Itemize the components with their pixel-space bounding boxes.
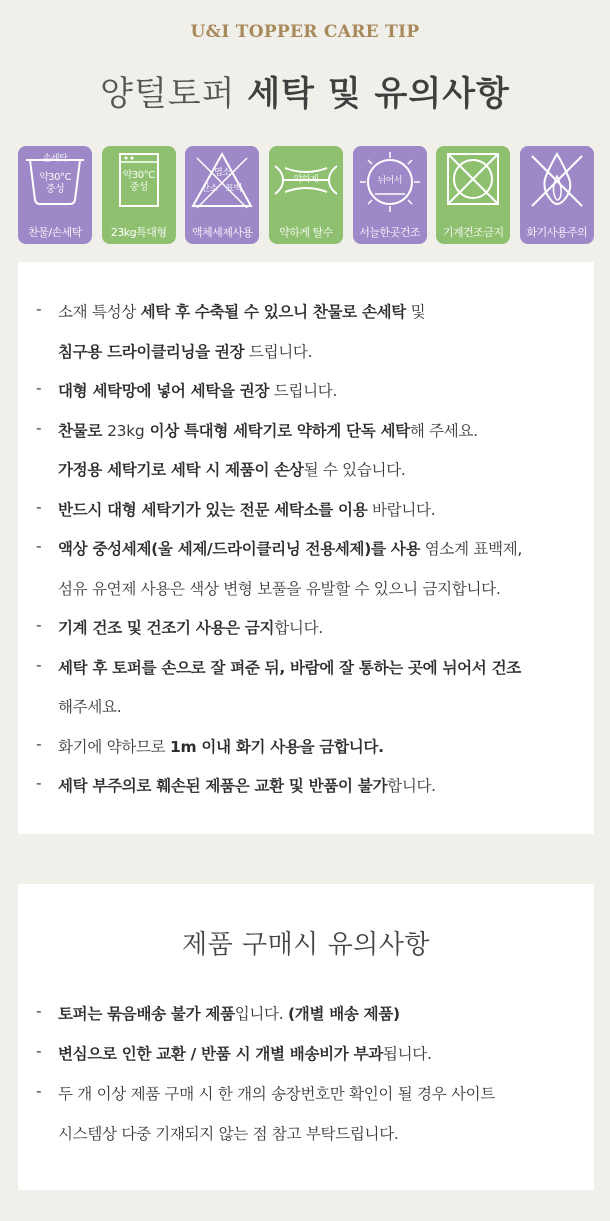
list-item-line <box>58 1082 495 1104</box>
hand-wash-icon <box>18 146 92 244</box>
hand-wash-text-2: 약30°C <box>39 172 71 183</box>
bullet-dash: - <box>36 300 42 318</box>
care-tip-eyebrow: U&I TOPPER CARE TIP <box>190 22 420 42</box>
no-tumble-dry-icon <box>436 146 510 244</box>
care-instructions-card <box>18 262 594 834</box>
bleach-label: 액체세제사용 <box>191 226 253 239</box>
list-item-line <box>58 340 312 362</box>
emphasis-text: 반드시 대형 세탁기가 있는 전문 세탁소를 이용 <box>58 500 368 519</box>
machine-wash-text-1: 약30°C <box>122 170 155 181</box>
no-tumble-dry-label: 기계건조금지 <box>442 226 504 239</box>
wring-label: 약하게 탈수 <box>279 226 333 239</box>
body-text: 드립니다. <box>269 382 338 400</box>
emphasis-text: 변심으로 인한 교환 / 반품 시 개별 배송비가 부과 <box>58 1045 383 1063</box>
list-item-line <box>58 735 384 757</box>
bullet-dash: - <box>36 616 42 634</box>
list-item-line <box>58 458 406 480</box>
list-item-line <box>58 1042 432 1064</box>
body-text: 합니다. <box>387 777 436 795</box>
bullet-dash: - <box>36 418 42 437</box>
bullet-dash: - <box>36 655 42 674</box>
list-item-line <box>58 577 500 599</box>
emphasis-text: 1m 이내 화기 사용을 금합니다. <box>169 737 384 756</box>
hand-wash-text-3: 중성 <box>45 184 65 195</box>
body-text: 해주세요. <box>58 698 122 716</box>
bullet-dash: - <box>36 537 42 555</box>
list-item-line <box>58 498 435 520</box>
machine-wash-label: 23kg특대형 <box>110 226 167 239</box>
body-text: 입니다. <box>234 1005 288 1023</box>
bullet-dash: - <box>36 1082 42 1100</box>
body-text: 합니다. <box>274 619 323 637</box>
list-item-line <box>58 1122 399 1144</box>
bullet-dash: - <box>36 774 42 792</box>
emphasis-text: 침구용 드라이클리닝을 권장 <box>58 342 245 361</box>
body-text: 해 주세요. <box>409 421 478 440</box>
emphasis-text: 가정용 세탁기로 세탁 시 제품이 손상 <box>58 461 304 479</box>
list-item-line <box>58 616 323 638</box>
body-text: 섬유 유연제 사용은 색상 변형 보풀을 유발할 수 있으니 금지합니다. <box>58 579 501 598</box>
page-title-product: 양털토퍼 <box>100 74 236 114</box>
body-text: 바랍니다. <box>367 500 436 519</box>
emphasis-text: 토퍼는 묶음배송 불가 제품 <box>58 1005 235 1023</box>
purchase-notice-title: 제품 구매시 유의사항 <box>181 930 431 960</box>
body-text: 시스템상 다중 기재되지 않는 점 참고 부탁드립니다. <box>58 1125 399 1143</box>
page-title <box>0 66 610 115</box>
emphasis-text: 세탁 후 토퍼를 손으로 잘 펴준 뒤, 바람에 잘 통하는 곳에 뉘어서 건조 <box>58 658 521 677</box>
dry-flat-label: 서늘한곳건조 <box>359 226 420 239</box>
emphasis-text: 세탁 후 수축될 수 있으니 찬물로 손세탁 <box>140 303 406 321</box>
emphasis-text: 세탁 부주의로 훼손된 제품은 교환 및 반품이 불가 <box>58 777 388 795</box>
list-item-line <box>58 656 521 678</box>
hand-wash-text-1: 손세탁 <box>42 154 68 164</box>
bullet-dash: - <box>36 497 42 516</box>
machine-wash-icon <box>102 146 176 244</box>
list-item-line <box>58 774 436 796</box>
no-fire-icon <box>520 146 594 244</box>
emphasis-text: 찬물로 <box>58 421 108 440</box>
body-text: 두 개 이상 제품 구매 시 한 개의 송장번호만 확인이 될 경우 사이트 <box>58 1085 496 1103</box>
machine-wash-text-2: 중성 <box>129 182 148 193</box>
body-text: 될 수 있습니다. <box>303 461 406 479</box>
no-fire-label: 화기사용주의 <box>526 226 588 239</box>
list-item-line <box>58 537 522 559</box>
dry-flat-shade-icon <box>353 146 427 244</box>
bleach-text-2: 산소 <box>201 184 218 194</box>
emphasis-text: 액상 중성세제(울 세제/드라이클리닝 전용세제)를 사용 <box>58 540 421 558</box>
body-text: 염소계 표백제, <box>420 540 523 558</box>
body-text: 드립니다. <box>244 342 313 361</box>
list-item-line <box>58 300 425 322</box>
body-text: 및 <box>405 303 426 321</box>
bleach-text-3: 표백 <box>225 184 242 194</box>
body-text: 화기에 약하므로 <box>58 737 170 756</box>
bullet-dash: - <box>36 1002 42 1020</box>
bullet-dash: - <box>36 734 42 753</box>
list-item-line <box>58 695 121 717</box>
body-text: 소재 특성상 <box>58 303 141 321</box>
emphasis-text: (개별 배송 제품) <box>287 1005 400 1023</box>
bleach-text-1: 염소 <box>214 168 231 178</box>
bullet-dash: - <box>36 379 42 397</box>
body-text: 됩니다. <box>382 1045 432 1063</box>
page-title-subject: 세탁 및 유의사항 <box>247 74 510 114</box>
list-item-line <box>58 419 478 441</box>
emphasis-text: 기계 건조 및 건조기 사용은 금지 <box>58 619 275 637</box>
bullet-dash: - <box>36 1042 42 1060</box>
body-text: 23kg <box>107 421 145 440</box>
list-item-line <box>58 379 337 401</box>
wring-icon <box>269 146 343 244</box>
list-item-line <box>58 1002 400 1024</box>
care-icon-row <box>18 146 594 246</box>
emphasis-text: 이상 특대형 세탁기로 약하게 단독 세탁 <box>144 421 410 440</box>
wring-text-1: 약하게 <box>293 175 319 185</box>
purchase-notice-card <box>18 884 594 1190</box>
bleach-triangle-icon <box>185 146 259 244</box>
emphasis-text: 대형 세탁망에 넣어 세탁을 권장 <box>58 382 270 400</box>
hand-wash-label: 찬물/손세탁 <box>28 226 82 239</box>
dry-flat-text-1: 뉘어서 <box>377 176 402 186</box>
